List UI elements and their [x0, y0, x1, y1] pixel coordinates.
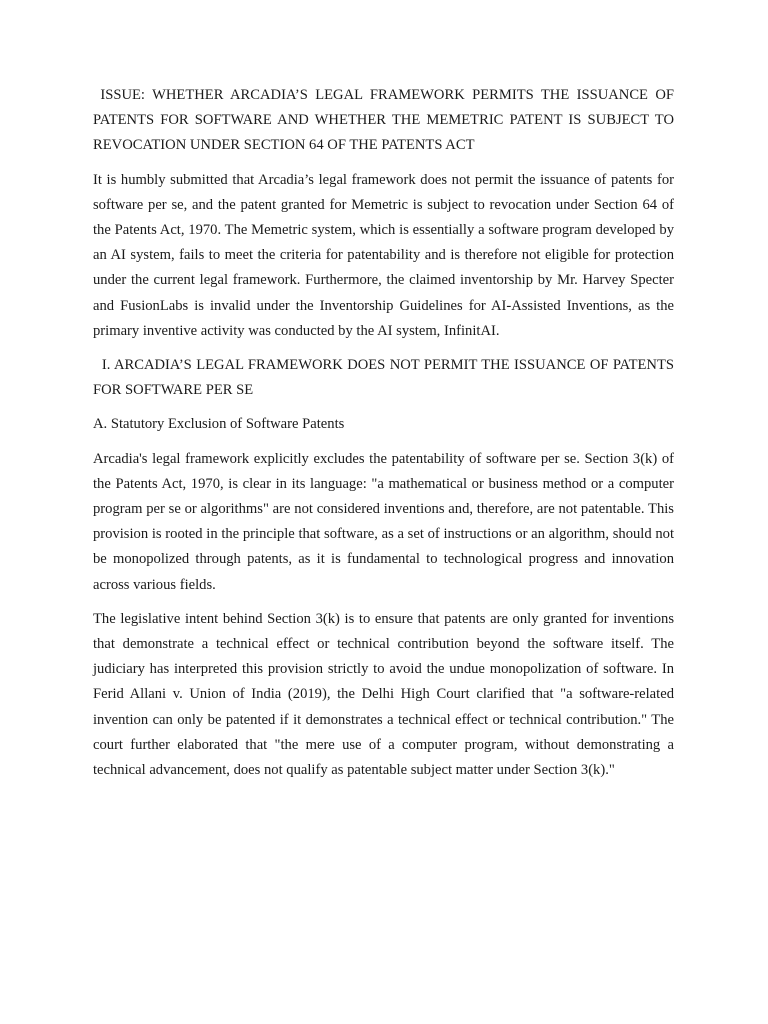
body-paragraph-1: Arcadia's legal framework explicitly excludes the patentability of software per se. Section 3(k) of the Patents Act, 1970, is clear in its language: "a mathematical or business method or a computer program per se or algorithms" are not considered inventions and, therefore, are not patentable. This provision is rooted in the principle that software, as a set of instructions or an algorithm, should not be monopolized through patents, as it is fundamental to technological progress and innovation across various fields. — [93, 450, 674, 593]
intro-paragraph: It is humbly submitted that Arcadia’s legal framework does not permit the issuance of patents for software per se, and the patent granted for Memetric is subject to revocation under Section 64 of the Patents Act, 1970. The Memetric system, which is essentially a software program developed by an AI system, fails to meet the criteria for patentability and is therefore not eligible for protection under the current legal framework. Furthermore, the claimed inventorship by Mr. Harvey Specter and FusionLabs is invalid under the Inventorship Guidelines for AI-Assisted Inventions, as the primary inventive activity was conducted by the AI system, InfinitAI. — [93, 171, 674, 339]
section-heading: I. ARCADIA’S LEGAL FRAMEWORK DOES NOT PERMIT THE ISSUANCE OF PATENTS FOR SOFTWARE PER SE — [93, 357, 674, 399]
subsection-heading: A. Statutory Exclusion of Software Patents — [93, 416, 345, 433]
body-paragraph-2: The legislative intent behind Section 3(k) is to ensure that patents are only granted for inventions that demonstrate a technical effect or technical contribution beyond the software itself. The judiciary has interpreted this provision strictly to avoid the undue monopolization of software. In Ferid Allani v. Union of India (2019), the Delhi High Court clarified that "a software-related invention can only be patented if it demonstrates a technical effect or technical contribution." The court further elaborated that "the mere use of a computer program, without demonstrating a technical advancement, does not qualify as patentable subject matter under Section 3(k)." — [93, 610, 674, 779]
issue-heading: ISSUE: WHETHER ARCADIA’S LEGAL FRAMEWORK PERMITS THE ISSUANCE OF PATENTS FOR SOFTWARE AND WHETHER THE MEMETRIC PATENT IS SUBJECT TO REVOCATION UNDER SECTION 64 OF THE PATENTS ACT — [93, 87, 674, 154]
document-page — [93, 83, 674, 783]
